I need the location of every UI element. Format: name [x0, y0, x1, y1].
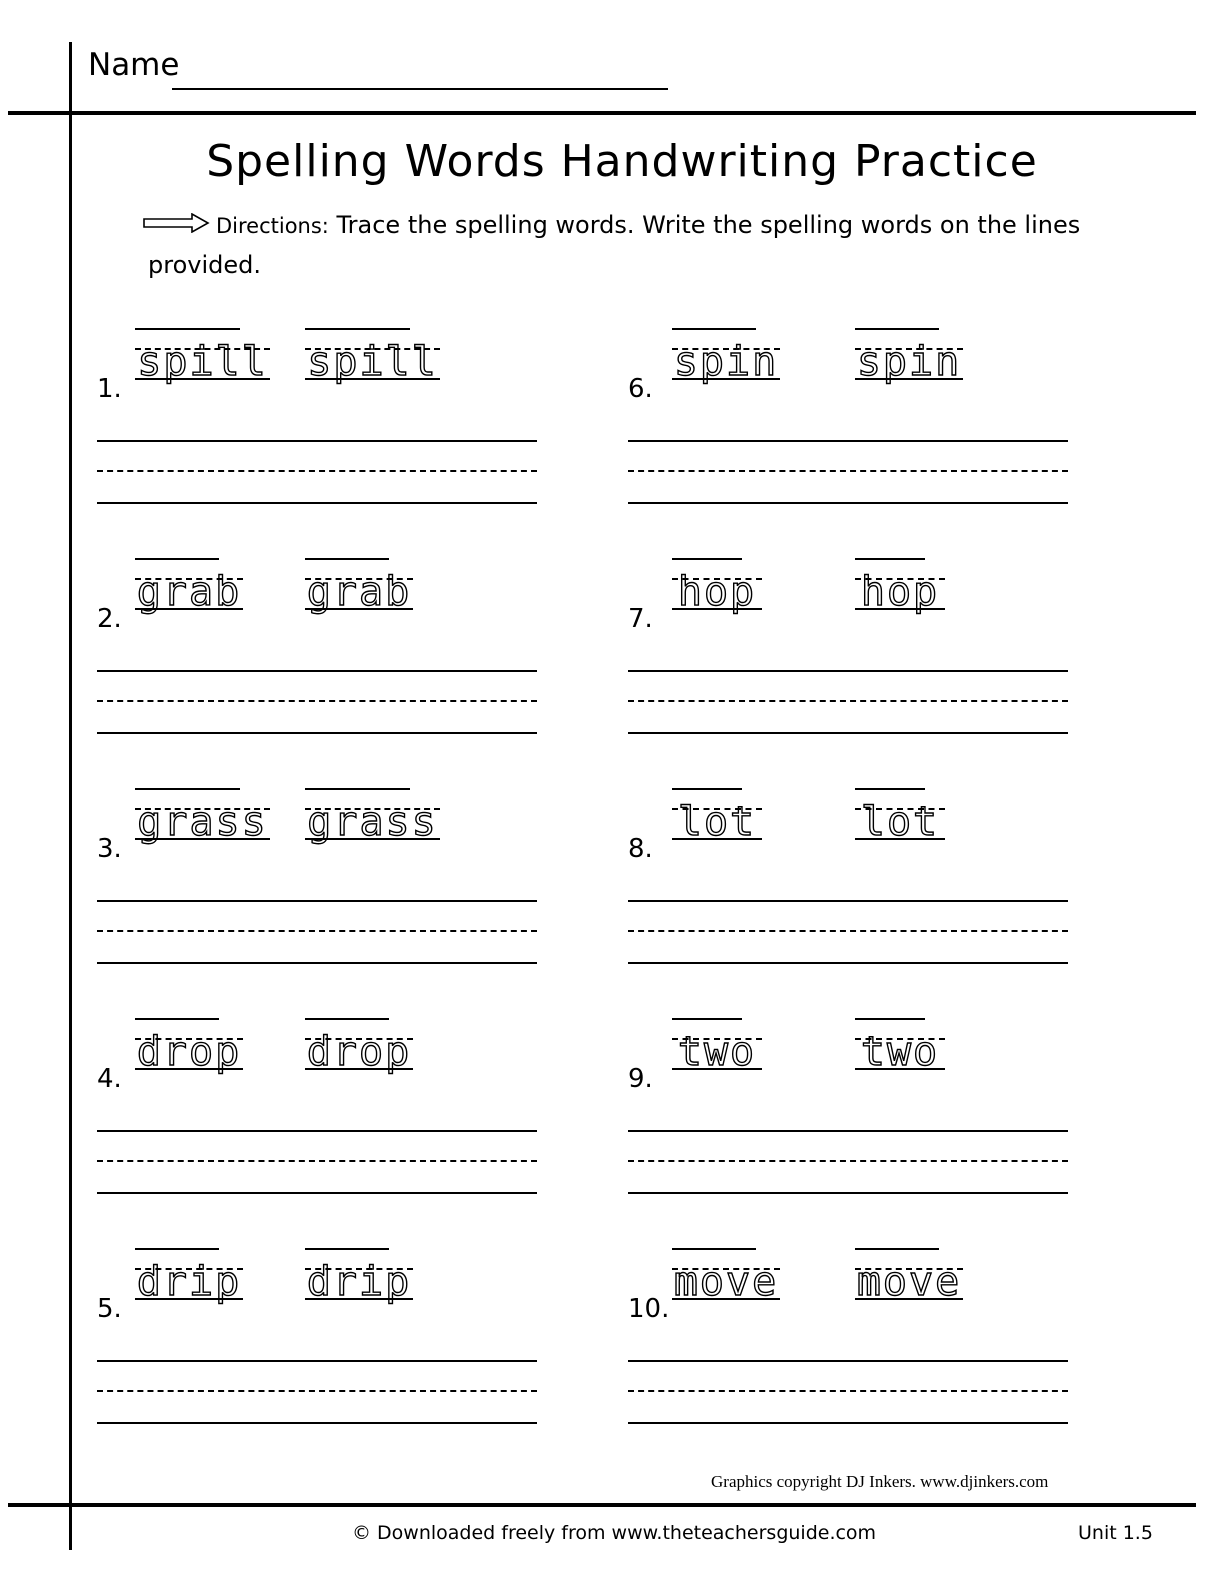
trace-word-text: spill — [137, 339, 268, 385]
writing-line[interactable] — [97, 1130, 537, 1132]
trace-word-text: move — [856, 1259, 962, 1305]
trace-word — [855, 1018, 945, 1088]
trace-word-text: lot — [860, 799, 940, 845]
trace-word-text: drop — [306, 1029, 412, 1075]
item-number: 6. — [628, 374, 653, 404]
trace-word — [305, 788, 440, 858]
trace-word-text: grab — [306, 569, 412, 615]
trace-word — [855, 788, 945, 858]
writing-midline[interactable] — [628, 1390, 1068, 1392]
writing-line[interactable] — [628, 900, 1068, 902]
writing-line[interactable] — [628, 1130, 1068, 1132]
writing-line[interactable] — [97, 1360, 537, 1362]
trace-word-text: two — [677, 1029, 757, 1075]
writing-line[interactable] — [628, 440, 1068, 442]
trace-word-text: hop — [860, 569, 940, 615]
writing-line[interactable] — [97, 502, 537, 504]
writing-line[interactable] — [97, 732, 537, 734]
download-footer: © Downloaded freely from www.theteachersguide.com — [352, 1522, 877, 1544]
item-number: 5. — [97, 1294, 122, 1324]
item-number: 10. — [628, 1294, 670, 1324]
writing-midline[interactable] — [97, 700, 537, 702]
trace-word — [305, 328, 440, 398]
trace-word-text: move — [673, 1259, 779, 1305]
item-number: 7. — [628, 604, 653, 634]
margin-line — [69, 42, 72, 1550]
name-label: Name — [88, 47, 180, 83]
directions-text: Trace the spelling words. Write the spelling words on the lines provided. — [148, 211, 1081, 279]
trace-word — [672, 1018, 762, 1088]
writing-line[interactable] — [628, 1192, 1068, 1194]
trace-word — [855, 1248, 963, 1318]
writing-midline[interactable] — [628, 470, 1068, 472]
trace-word — [135, 1018, 243, 1088]
trace-word — [855, 558, 945, 628]
trace-word-text: spin — [856, 339, 962, 385]
writing-line[interactable] — [628, 732, 1068, 734]
trace-word-text: grab — [136, 569, 242, 615]
trace-word-text: lot — [677, 799, 757, 845]
trace-word — [135, 328, 270, 398]
trace-word — [672, 558, 762, 628]
item-number: 3. — [97, 834, 122, 864]
item-number: 8. — [628, 834, 653, 864]
writing-midline[interactable] — [97, 1160, 537, 1162]
writing-midline[interactable] — [628, 700, 1068, 702]
name-field-line[interactable] — [172, 88, 668, 90]
trace-word-text: spill — [307, 339, 438, 385]
writing-line[interactable] — [97, 962, 537, 964]
trace-word-text: spin — [673, 339, 779, 385]
trace-word-text: grass — [307, 799, 438, 845]
trace-word — [672, 328, 780, 398]
writing-line[interactable] — [628, 670, 1068, 672]
writing-line[interactable] — [97, 670, 537, 672]
trace-word — [305, 1018, 413, 1088]
header-divider — [8, 111, 1196, 115]
footer-divider — [8, 1503, 1196, 1507]
trace-word-text: drip — [306, 1259, 412, 1305]
writing-line[interactable] — [97, 1422, 537, 1424]
trace-word-text: grass — [137, 799, 268, 845]
trace-word — [135, 558, 243, 628]
graphics-credit: Graphics copyright DJ Inkers. www.djinkers.com — [711, 1472, 1049, 1491]
writing-midline[interactable] — [97, 1390, 537, 1392]
trace-word — [672, 788, 762, 858]
trace-word — [135, 788, 270, 858]
trace-word-text: drip — [136, 1259, 242, 1305]
writing-line[interactable] — [97, 1192, 537, 1194]
trace-word — [672, 1248, 780, 1318]
trace-word — [305, 558, 413, 628]
trace-word-text: two — [860, 1029, 940, 1075]
writing-midline[interactable] — [97, 930, 537, 932]
trace-word-text: hop — [677, 569, 757, 615]
directions-lead: Directions: — [216, 214, 329, 238]
item-number: 4. — [97, 1064, 122, 1094]
page-title: Spelling Words Handwriting Practice — [206, 136, 1038, 187]
trace-word-text: drop — [136, 1029, 242, 1075]
writing-line[interactable] — [97, 440, 537, 442]
writing-midline[interactable] — [628, 1160, 1068, 1162]
writing-midline[interactable] — [628, 930, 1068, 932]
trace-word — [855, 328, 963, 398]
writing-line[interactable] — [628, 502, 1068, 504]
writing-line[interactable] — [628, 962, 1068, 964]
writing-line[interactable] — [628, 1422, 1068, 1424]
item-number: 9. — [628, 1064, 653, 1094]
unit-label: Unit 1.5 — [1078, 1522, 1153, 1544]
item-number: 2. — [97, 604, 122, 634]
directions — [148, 206, 1098, 285]
item-number: 1. — [97, 374, 122, 404]
trace-word — [135, 1248, 243, 1318]
writing-line[interactable] — [97, 900, 537, 902]
writing-midline[interactable] — [97, 470, 537, 472]
trace-word — [305, 1248, 413, 1318]
writing-line[interactable] — [628, 1360, 1068, 1362]
